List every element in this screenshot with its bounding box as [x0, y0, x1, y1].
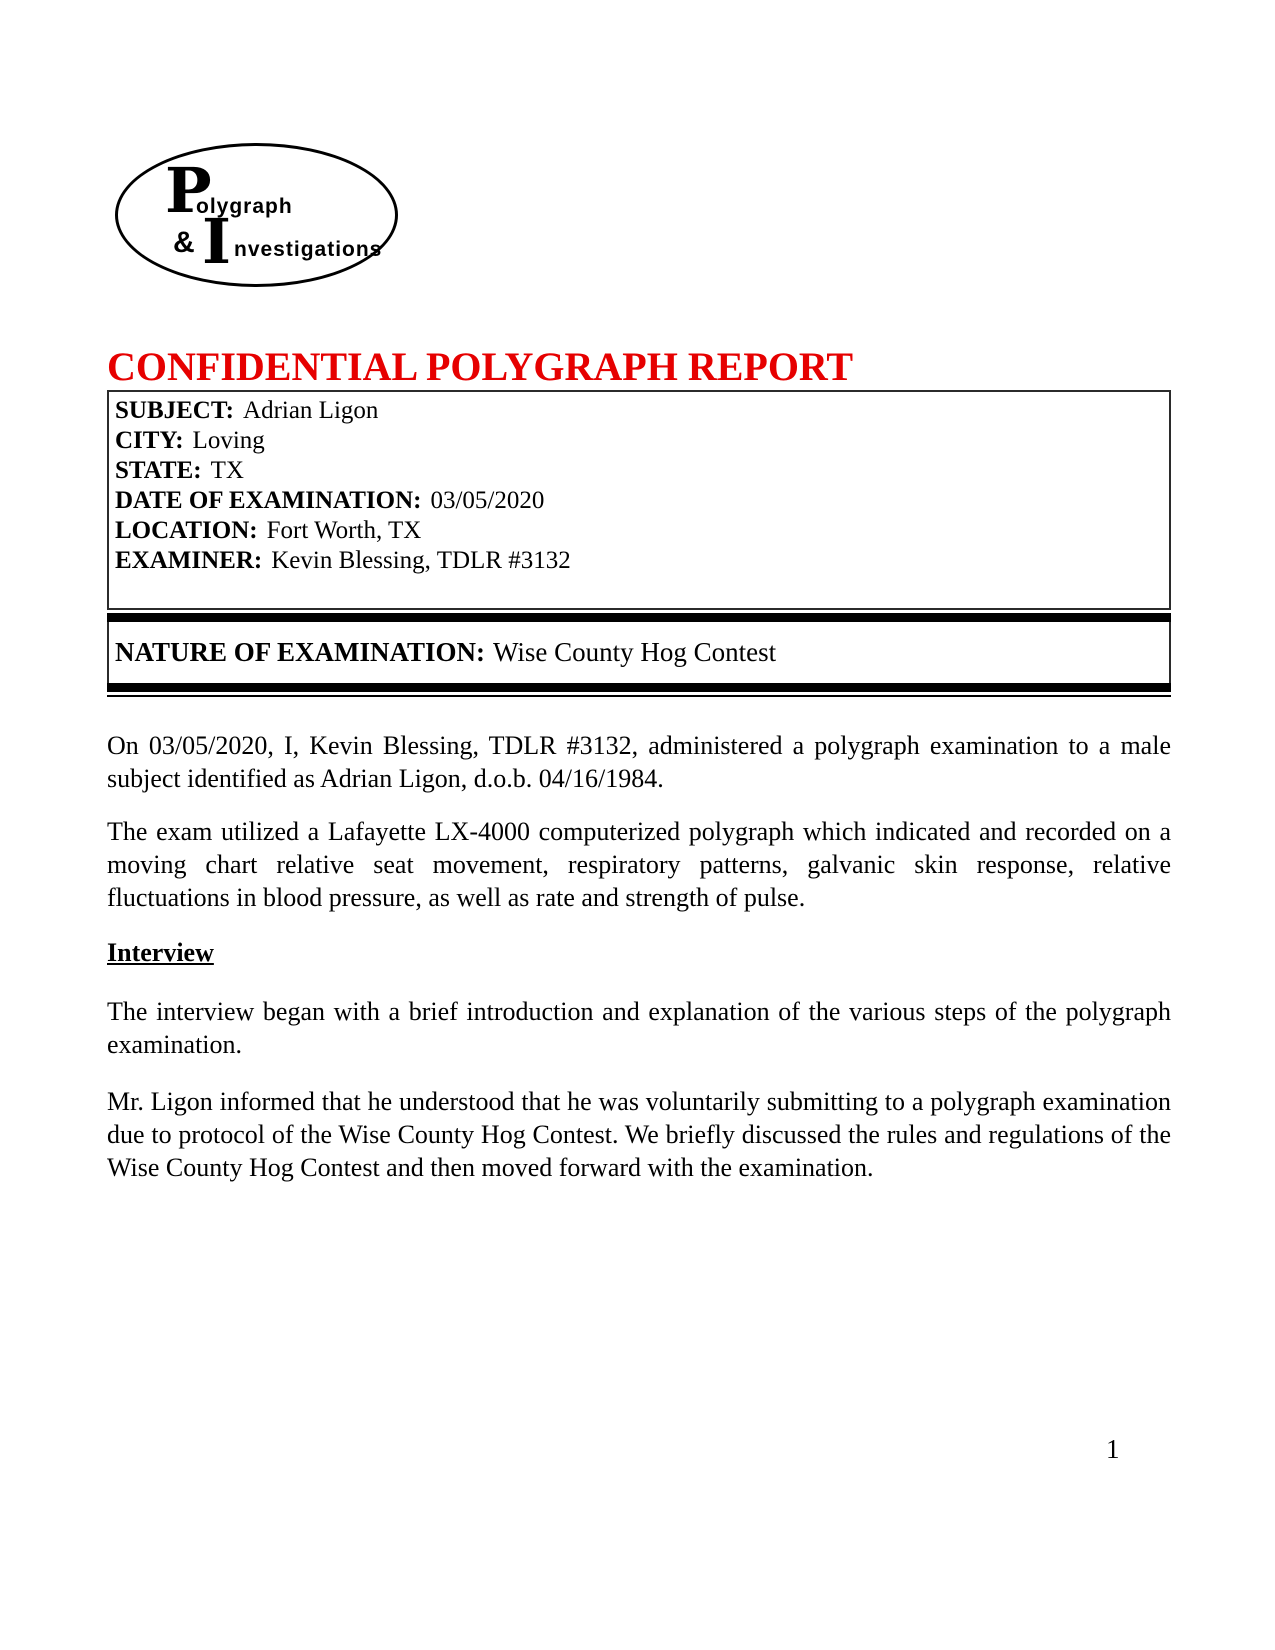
interview-section-heading: Interview — [107, 938, 214, 967]
state-row — [115, 456, 1163, 486]
subject-info-box — [107, 390, 1171, 610]
paragraph-interview-intro: The interview began with a brief introduction and explanation of the various steps of the polygraph examination. — [107, 997, 1171, 1059]
paragraph-voluntary-submission: Mr. Ligon informed that he understood that he was voluntarily submitting to a polygraph examination due to protocol of the Wise County Hog Contest. We briefly discussed the rules and regulations of the Wise County Hog Contest and then moved forward with the examination. — [107, 1087, 1171, 1182]
location-row — [115, 516, 1163, 546]
location-value: Fort Worth, TX — [266, 517, 422, 544]
state-label: STATE: — [115, 457, 202, 484]
page-number: 1 — [1106, 1434, 1120, 1464]
subject-row — [115, 396, 1163, 426]
city-label: CITY: — [115, 427, 184, 454]
paragraph-instrument-description: The exam utilized a Lafayette LX-4000 computerized polygraph which indicated and recorded on a moving chart relative seat movement, respiratory patterns, galvanic skin response, relative fluctuations in blood pressure, as well as rate and strength of pulse. — [107, 817, 1171, 912]
examiner-label: EXAMINER: — [115, 547, 263, 574]
date-of-examination-row — [115, 486, 1163, 516]
date-of-examination-label: DATE OF EXAMINATION: — [115, 487, 422, 514]
thin-divider-line — [107, 695, 1171, 697]
thick-divider-bottom — [107, 683, 1171, 692]
subject-value: Adrian Ligon — [243, 397, 379, 424]
location-label: LOCATION: — [115, 517, 258, 544]
logo-letter-i: I — [202, 205, 232, 278]
examiner-row — [115, 546, 1163, 576]
nature-of-examination-label: NATURE OF EXAMINATION: — [115, 637, 485, 667]
nature-of-examination-box — [107, 622, 1171, 683]
logo-letter-p: P — [165, 154, 212, 227]
thick-divider-top — [107, 613, 1171, 622]
examiner-value: Kevin Blessing, TDLR #3132 — [271, 547, 571, 574]
logo-word-nvestigations: nvestigations — [234, 238, 383, 261]
nature-of-examination-value: Wise County Hog Contest — [493, 637, 777, 667]
logo-ampersand: & — [173, 226, 195, 259]
state-value: TX — [210, 457, 244, 484]
page-title: CONFIDENTIAL POLYGRAPH REPORT — [107, 344, 854, 389]
date-of-examination-value: 03/05/2020 — [430, 487, 545, 514]
document-content — [107, 0, 1171, 1184]
paragraph-examination-summary: On 03/05/2020, I, Kevin Blessing, TDLR #3132, administered a polygraph examination to a male subject identified as Adrian Ligon, d.o.b. 04/16/1984. — [107, 731, 1171, 793]
subject-label: SUBJECT: — [115, 397, 235, 424]
logo-word-olygraph: olygraph — [196, 195, 293, 218]
city-value: Loving — [192, 427, 265, 454]
city-row — [115, 426, 1163, 456]
